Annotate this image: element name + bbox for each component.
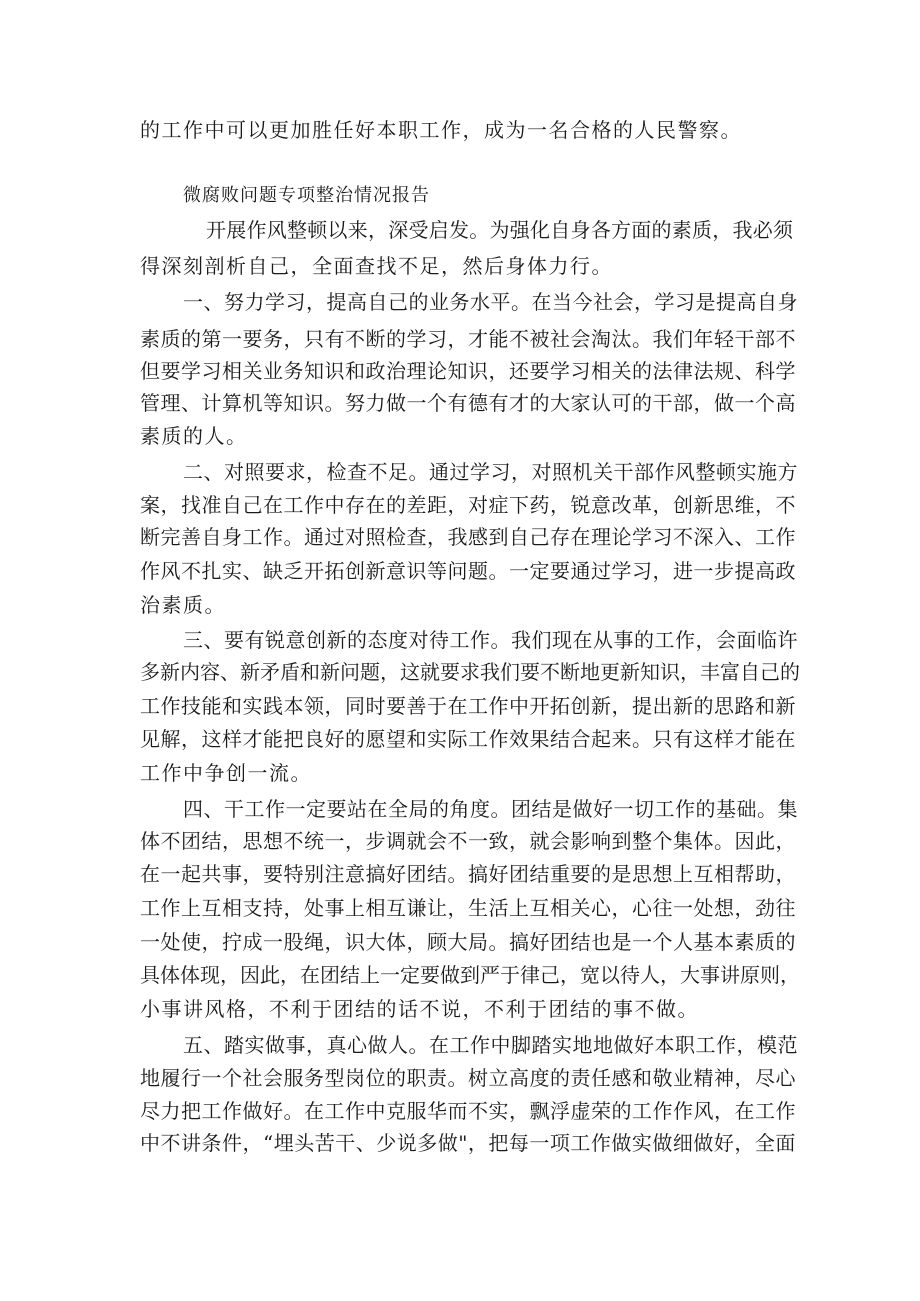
- text-line: 案，找准自己在工作中存在的差距，对症下药，锐意改革，创新思维，不: [140, 493, 796, 517]
- text-line: 在一起共事，要特别注意搞好团结。搞好团结重要的是思想上互相帮助，: [140, 862, 796, 886]
- text-line: 得深刻剖析自己，全面查找不足，然后身体力行。: [140, 254, 613, 278]
- text-line: 小事讲风格，不利于团结的话不说，不利于团结的事不做。: [140, 997, 699, 1021]
- text-line: 二、对照要求，检查不足。通过学习，对照机关干部作风整顿实施方: [183, 460, 798, 484]
- text-line: 断完善自身工作。通过对照检查，我感到自己存在理论学习不深入、工作: [140, 525, 796, 549]
- text-line: 地履行一个社会服务型岗位的职责。树立高度的责任感和敬业精神，尽心: [140, 1066, 796, 1090]
- text-line: 工作中争创一流。: [140, 761, 312, 785]
- text-line: 管理、计算机等知识。努力做一个有德有才的大家认可的干部，做一个高: [140, 391, 796, 415]
- text-line: 素质的人。: [140, 424, 248, 448]
- text-line: 作风不扎实、缺乏开拓创新意识等问题。一定要通过学习，进一步提高政: [140, 559, 796, 583]
- text-line: 一、努力学习，提高自己的业务水平。在当今社会，学习是提高自身: [183, 290, 798, 314]
- text-line: 多新内容、新矛盾和新问题，这就要求我们要不断地更新知识，丰富自己的: [140, 660, 800, 684]
- text-line: 的工作中可以更加胜任好本职工作，成为一名合格的人民警察。: [140, 118, 742, 142]
- text-line: 素质的第一要务，只有不断的学习，才能不被社会淘汰。我们年轻干部不: [140, 327, 796, 351]
- text-line: 但要学习相关业务知识和政治理论知识，还要学习相关的法律法规、科学: [140, 359, 796, 383]
- text-line: 中不讲条件，“埋头苦干、少说多做"，把每一项工作做实做细做好，全面: [140, 1131, 796, 1155]
- text-line: 五、踏实做事，真心做人。在工作中脚踏实地地做好本职工作，模范: [183, 1033, 798, 1057]
- section-title: 微腐败问题专项整治情况报告: [183, 185, 430, 206]
- text-line: 工作技能和实践本领，同时要善于在工作中开拓创新，提出新的思路和新: [140, 694, 796, 718]
- text-line: 见解，这样才能把良好的愿望和实际工作效果结合起来。只有这样才能在: [140, 727, 796, 751]
- text-line: 三、要有锐意创新的态度对待工作。我们现在从事的工作，会面临许: [183, 628, 798, 652]
- text-line: 开展作风整顿以来，深受启发。为强化自身各方面的素质，我必须: [206, 218, 794, 242]
- text-line: 治素质。: [140, 593, 226, 617]
- text-line: 体不团结，思想不统一，步调就会不一致，就会影响到整个集体。因此，: [140, 829, 796, 853]
- text-line: 工作上互相支持，处事上相互谦让，生活上互相关心，心往一处想，劲往: [140, 896, 796, 920]
- text-line: 具体体现，因此，在团结上一定要做到严于律己，宽以待人，大事讲原则，: [140, 963, 800, 987]
- text-line: 尽力把工作做好。在工作中克服华而不实，飘浮虚荣的工作作风，在工作: [140, 1099, 796, 1123]
- text-line: 一处使，拧成一股绳，识大体，顾大局。搞好团结也是一个人基本素质的: [140, 930, 796, 954]
- text-line: 四、干工作一定要站在全局的角度。团结是做好一切工作的基础。集: [183, 797, 798, 821]
